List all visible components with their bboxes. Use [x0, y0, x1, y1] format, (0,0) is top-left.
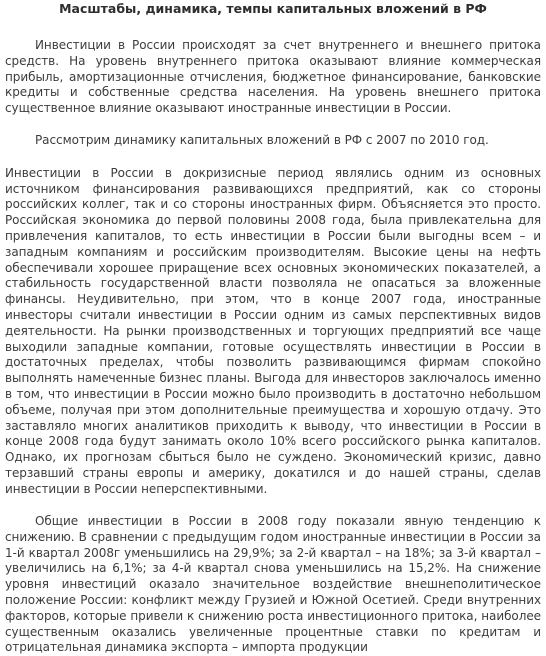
document-body: [5, 38, 541, 656]
paragraph-2: Рассмотрим динамику капитальных вложений в РФ с 2007 по 2010 год.: [35, 133, 489, 148]
paragraph-3: Инвестиции в России в докризисные период являлись одним из основных источником финансирования развивающихся предприятий, как со стороны российских коллег, так и со стороны иностранных фирм. Объясняется это просто. Российская экономика до первой половины 2008 года, была привлекательна для привлечения капиталов, то есть инвестиции в России были выгодны всем – и западным компаниям и российским производителям. Высокие цены на нефть обеспечивали хорошее приращение всех основных экономических показателей, а стабильность государственной власти позволяла не опасаться за вложенные финансы. Неудивительно, при этом, что в конце 2007 года, иностранные инвесторы считали инвестиции в России одним из самых перспективных видов деятельности. На рынки производственных и торгующих предприятий все чаще выходили западные компании, готовые осуществлять инвестиции в России в достаточных пределах, чтобы позволить развивающимся фирмам спокойно выполнять намеченные бизнес планы. Выгода для инвесторов заключалось именно в том, что инвестиции в России можно было производить в достаточно небольшом объеме, получая при этом дополнительные преимущества и хорошую отдачу. Это заставляло многих аналитиков приходить к выводу, что инвестиции в России в конце 2008 года будут занимать около 10% всего российского рынка капиталов. Однако, их прогнозам сбыться было не суждено. Экономический кризис, давно терзавший страны европы и америку, докатился и до нашей страны, сделав инвестиции в России неперспективными.: [5, 165, 541, 496]
paragraph-4: Общие инвестиции в России в 2008 году показали явную тенденцию к снижению. В сравнении с предыдущим годом иностранные инвестиции в России за 1-й квартал 2008г уменьшились на 29,9%; за 2-й квартал – на 18%; за 3-й квартал – увеличились на 6,1%; за 4-й квартал снова уменьшились на 15,2%. На снижение уровня инвестиций оказало значительное воздействие внешнеполитическое положение России: конфликт между Грузией и Южной Осетией. Среди внутренних факторов, которые привели к снижению роста инвестиционного притока, наиболее существенным оказались увеличенные процентные ставки по кредитам и отрицательная динамика экспорта – импорта продукции: [5, 514, 541, 655]
paragraph-1: Инвестиции в России происходят за счет внутреннего и внешнего притока средств. На уровень внутреннего притока оказывают влияние коммерческая прибыль, амортизационные отчисления, бюджетное финансирование, банковские кредиты и собственные средства населения. На уровень внешнего притока существенное влияние оказывают иностранные инвестиции в России.: [5, 38, 541, 116]
document-title: Масштабы, динамика, темпы капитальных вложений в РФ: [59, 1, 487, 16]
